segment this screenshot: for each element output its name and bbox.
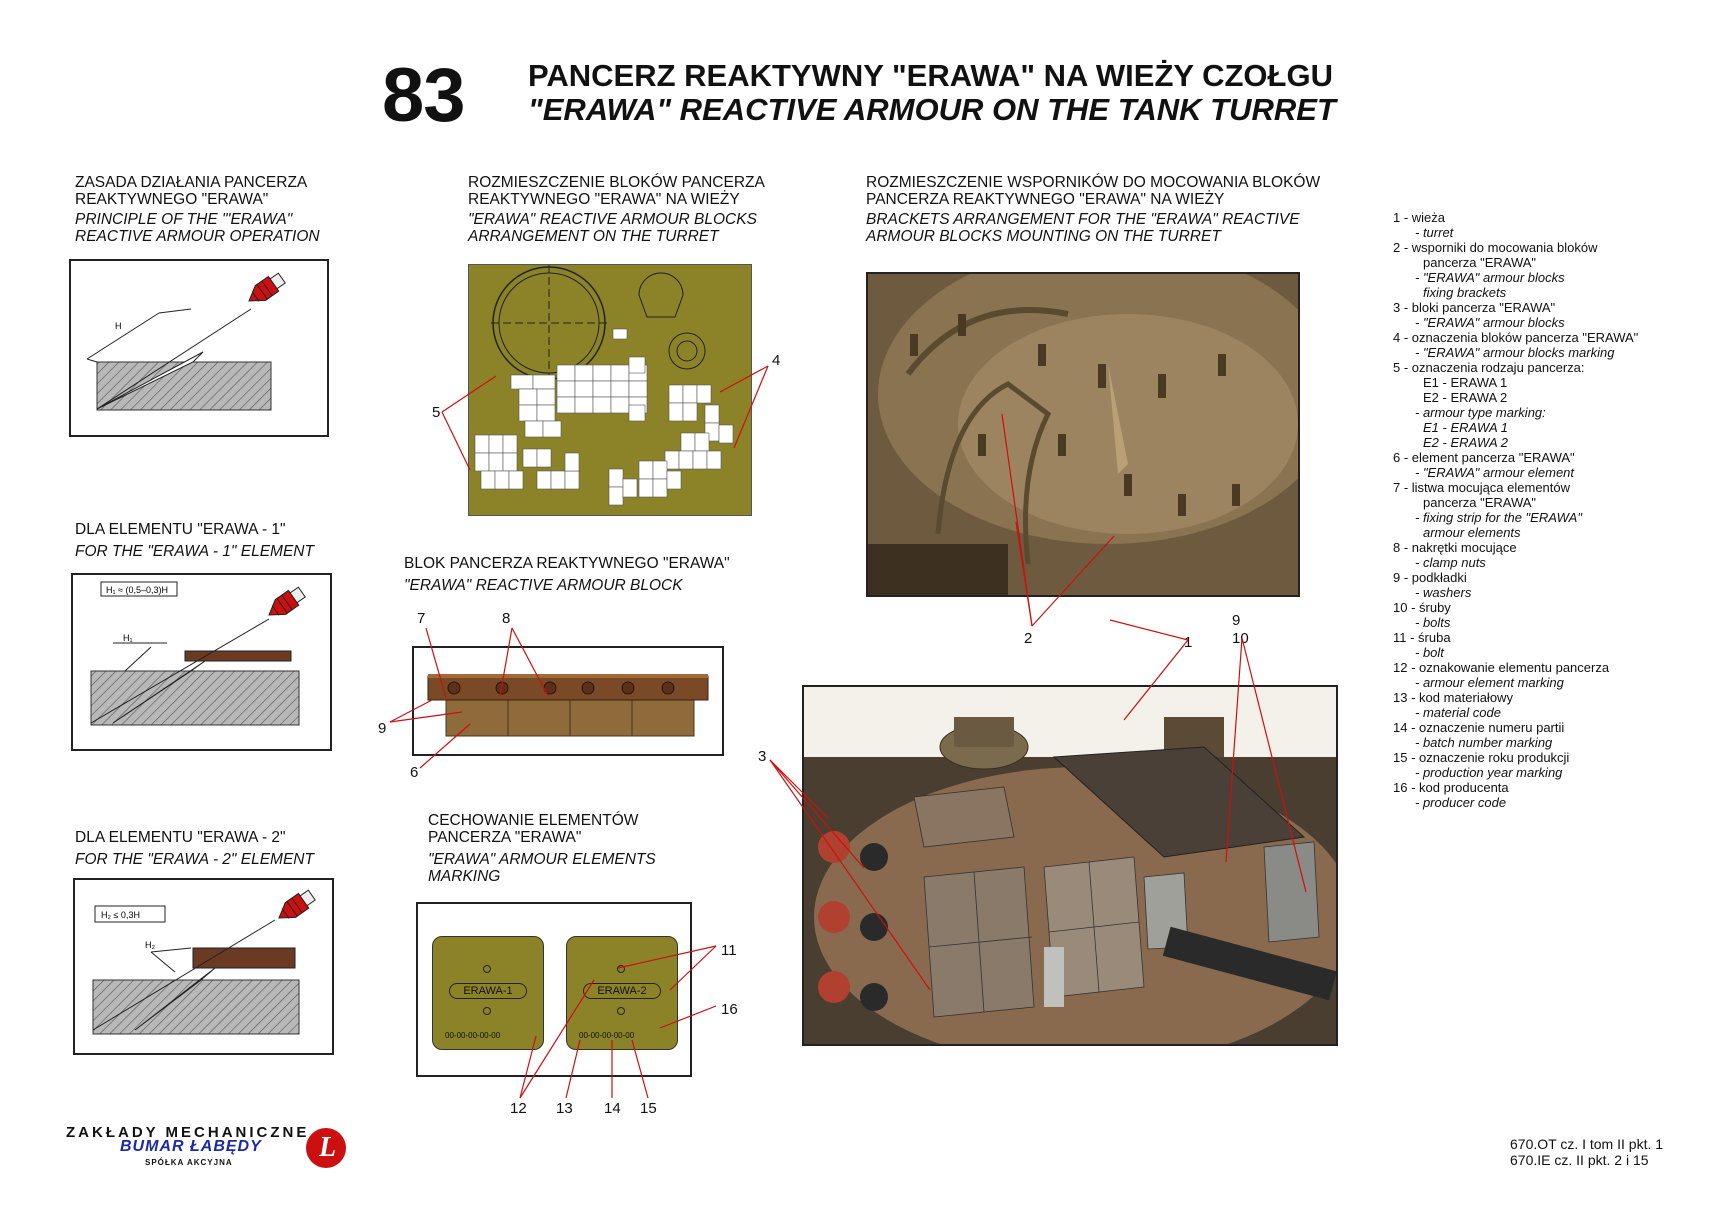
bolt-hole-icon xyxy=(483,1007,491,1015)
title-english: "ERAWA" REACTIVE ARMOUR ON THE TANK TURRET xyxy=(528,92,1336,127)
armour-block-photo xyxy=(412,646,724,756)
erawa1-svg xyxy=(73,575,330,749)
plate-erawa2 xyxy=(566,936,678,1050)
projectile-icon xyxy=(244,271,287,309)
projectile-icon xyxy=(264,585,307,623)
callout-10: 10 xyxy=(1232,630,1249,647)
blocks-svg xyxy=(469,265,751,515)
bolt-hole-icon xyxy=(483,965,491,973)
marking-caption: CECHOWANIE ELEMENTÓW PANCERZA "ERAWA" "ERAWA" ARMOUR ELEMENTS MARKING xyxy=(428,812,656,885)
callout-15: 15 xyxy=(640,1100,657,1117)
title-polish: PANCERZ REAKTYWNY "ERAWA" NA WIEŻY CZOŁGU xyxy=(528,58,1333,93)
erawa2-svg xyxy=(75,880,332,1053)
plate-erawa1 xyxy=(432,936,544,1050)
callout-14: 14 xyxy=(604,1100,621,1117)
brackets-caption: ROZMIESZCZENIE WSPORNIKÓW DO MOCOWANIA BLOKÓW PANCERZA REAKTYWNEGO "ERAWA" NA WIEŻY BRACKETS ARRANGEMENT FOR THE "ERAWA" REACTIVE ARMOUR BLOCKS MOUNTING ON THE TURRET xyxy=(866,174,1321,245)
callout-6: 6 xyxy=(410,764,419,781)
bolt-hole-icon xyxy=(617,965,625,973)
callout-13: 13 xyxy=(556,1100,573,1117)
erawa1-diagram xyxy=(71,573,332,751)
company-type: SPÓŁKA AKCYJNA xyxy=(145,1158,233,1167)
company-logo-icon: L xyxy=(306,1128,346,1168)
label-h2: H₂ xyxy=(145,940,155,950)
callout-1: 1 xyxy=(1184,634,1193,651)
erawa1-formula: H₁ ≈ (0,5–0,3)H xyxy=(106,585,168,595)
plate-code-1: 00-00-00-00-00 xyxy=(445,1031,501,1040)
block-caption: BLOK PANCERZA REAKTYWNEGO "ERAWA" "ERAWA" REACTIVE ARMOUR BLOCK xyxy=(404,555,730,594)
callout-8: 8 xyxy=(502,610,511,627)
marking-diagram xyxy=(416,902,692,1077)
plate-label-2: ERAWA-2 xyxy=(583,983,661,999)
label-h1: H₁ xyxy=(123,633,133,643)
tank-turret-photo xyxy=(802,685,1338,1046)
principle-diagram xyxy=(69,259,329,437)
callout-4: 4 xyxy=(772,352,781,369)
block-svg xyxy=(414,648,722,754)
callout-16: 16 xyxy=(721,1001,738,1018)
armour-blocks xyxy=(475,329,733,505)
bolt-hole-icon xyxy=(617,1007,625,1015)
brackets-photo xyxy=(866,272,1300,597)
company-name: ZAKŁADY MECHANICZNE xyxy=(66,1124,310,1141)
blocks-caption: ROZMIESZCZENIE BLOKÓW PANCERZA REAKTYWNEGO "ERAWA" NA WIEŻY "ERAWA" REACTIVE ARMOUR BLOCKS ARRANGEMENT ON THE TURRET xyxy=(468,174,765,245)
plate-label-1: ERAWA-1 xyxy=(449,983,527,999)
erawa2-diagram xyxy=(73,878,334,1055)
callout-3: 3 xyxy=(758,748,767,765)
callout-12: 12 xyxy=(510,1100,527,1117)
principle-svg xyxy=(71,261,327,435)
callout-9a: 9 xyxy=(378,720,387,737)
callout-11: 11 xyxy=(721,942,737,959)
erawa1-caption: DLA ELEMENTU "ERAWA - 1" FOR THE "ERAWA - 1" ELEMENT xyxy=(75,521,314,560)
tank-svg xyxy=(804,687,1336,1044)
company-brand: BUMAR ŁABĘDY xyxy=(120,1138,262,1155)
callout-7: 7 xyxy=(417,610,426,627)
blocks-arrangement-drawing xyxy=(468,264,752,516)
callout-9b: 9 xyxy=(1232,612,1241,629)
document-reference: 670.OT cz. I tom II pkt. 1 670.IE cz. II pkt. 2 i 15 xyxy=(1510,1136,1664,1168)
erawa2-caption: DLA ELEMENTU "ERAWA - 2" FOR THE "ERAWA - 2" ELEMENT xyxy=(75,829,314,868)
projectile-icon xyxy=(274,888,317,926)
brackets-svg xyxy=(868,274,1298,595)
erawa2-formula: H₂ ≤ 0,3H xyxy=(101,910,140,920)
principle-caption: ZASADA DZIAŁANIA PANCERZA REAKTYWNEGO "ERAWA" PRINCIPLE OF THE "'ERAWA" REACTIVE ARMOUR OPERATION xyxy=(75,174,320,245)
plate-code-2: 00-00-00-00-00 xyxy=(579,1031,635,1040)
callout-2: 2 xyxy=(1024,630,1033,647)
legend: 1 - wieża - turret 2 - wsporniki do mocowania bloków pancerza "ERAWA" - "ERAWA" armour blocks fixing brackets 3 - bloki pancerza "ERAWA" - "ERAWA" armour blocks 4 - oznaczenia bloków pancerza "ERAWA" - "ERAWA" armour blocks marking 5 - oznaczenia rodzaju pancerza: E1 - ERAWA 1 E2 - ERAWA 2 - armour type marking: E1 - ERAWA 1 E2 - ERAWA 2 6 - element pancerza "ERAWA" - "ERAWA" armour element 7 - listwa mocująca elementów pancerza "ERAWA" - fixing strip for the "ERAWA" armour elements 8 - nakrętki mocujące - clamp nuts 9 - podkładki - washers 10 - śruby - bolts 11 - śruba - bolt 12 - oznakowanie elementu pancerza - armour element marking 13 - kod materiałowy - material code 14 - oznaczenie numeru partii - batch number marking 15 - oznaczenie roku produkcji - production year marking 16 - kod producenta - producer code xyxy=(1393,210,1639,810)
page-number: 83 xyxy=(382,53,465,138)
callout-5: 5 xyxy=(432,404,441,421)
label-h: H xyxy=(115,321,122,331)
